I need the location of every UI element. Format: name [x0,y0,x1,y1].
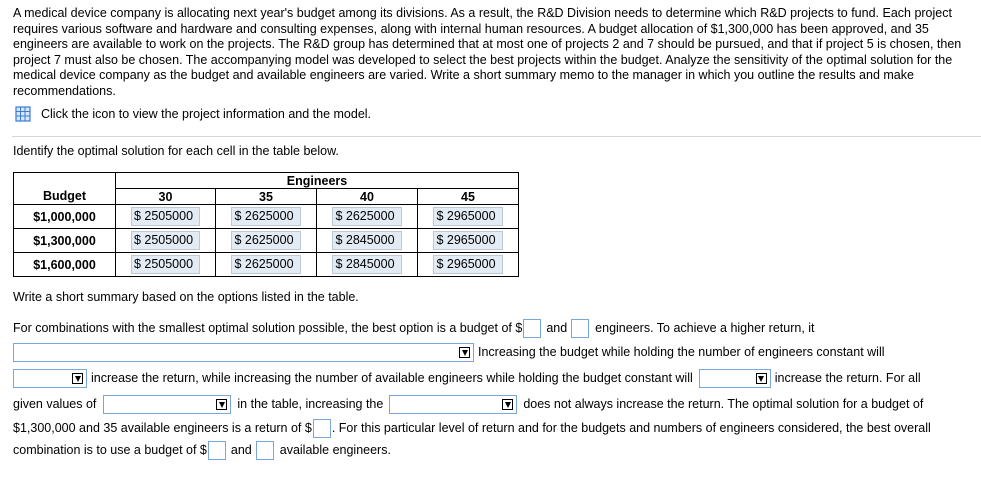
summary-text: engineers. To achieve a higher return, it [595,321,815,335]
project-info-link-text[interactable]: Click the icon to view the project information and the model. [41,107,372,121]
given-values-dropdown[interactable] [103,395,231,414]
answer-cell[interactable]: $ 2505000 [131,207,200,226]
summary-line-2 [13,343,885,362]
summary-instruction: Write a short summary based on the options listed in the table. [13,290,359,304]
summary-line-6 [13,441,391,460]
return-value-input[interactable] [313,419,331,438]
answer-cell[interactable]: $ 2505000 [131,255,200,274]
best-engineers-input[interactable] [256,441,274,460]
higher-return-dropdown[interactable] [13,343,474,362]
answer-cell[interactable]: $ 2625000 [231,231,300,250]
summary-text: available engineers. [279,443,391,457]
summary-text: increase the return, while increasing the number of available engineers while holding the budget constant will [91,371,693,385]
engineers-col-45: 45 [418,189,519,205]
chevron-down-icon[interactable] [216,399,227,410]
summary-text: does not always increase the return. The optimal solution for a budget of [523,397,924,411]
table-corner [14,173,116,189]
identify-instruction: Identify the optimal solution for each cell in the table below. [13,144,339,158]
budget-header: Budget [14,189,116,205]
engineers-effect-dropdown[interactable] [699,369,771,388]
table-grid-icon[interactable] [15,106,31,122]
engineers-col-40: 40 [317,189,418,205]
budget-row-label: $1,000,000 [14,205,116,229]
answer-cell[interactable]: $ 2625000 [332,207,401,226]
summary-line-4 [13,395,923,414]
section-divider [12,136,981,137]
optimal-solution-table [13,172,519,277]
chevron-down-icon[interactable] [459,347,470,358]
summary-text: and [230,443,252,457]
answer-cell[interactable]: $ 2505000 [131,231,200,250]
summary-text: . For this particular level of return and for the budgets and numbers of engineers considered, the best overall [331,421,931,435]
summary-text: combination is to use a budget of $ [13,443,207,457]
best-budget-input[interactable] [208,441,226,460]
answer-cell[interactable]: $ 2625000 [231,207,300,226]
answer-cell[interactable]: $ 2845000 [332,255,401,274]
summary-text: given values of [13,397,97,411]
chevron-down-icon[interactable] [72,373,83,384]
answer-cell[interactable]: $ 2625000 [231,255,300,274]
problem-statement: A medical device company is allocating next year's budget among its divisions. As a result, the R&D Division needs to determine which R&D projects to fund. Each project requires various software and hardware and consulting expenses, along with internal human resources. A budget allocation of $1,300,000 has been approved, and 35 engineers are available to work on the projects. The R&D group has determined that at most one of projects 2 and 7 should be pursued, and that if project 5 is chosen, then project 7 must also be chosen. The accompanying model was developed to select the best projects within the budget. Analyze the sensitivity of the optimal solution for the medical device company as the budget and available engineers are varied. Write a short summary memo to the manager in which you outline the results and make recommendations. [13,6,962,98]
table-row [14,253,519,277]
answer-cell[interactable]: $ 2965000 [433,255,502,274]
engineers-col-30: 30 [116,189,216,205]
budget-row-label: $1,600,000 [14,253,116,277]
answer-cell[interactable]: $ 2965000 [433,207,502,226]
summary-text: in the table, increasing the [237,397,384,411]
smallest-budget-input[interactable] [523,319,541,338]
budget-effect-dropdown[interactable] [13,369,87,388]
engineers-header: Engineers [116,173,519,189]
summary-text: $1,300,000 and 35 available engineers is a return of $ [13,421,312,435]
summary-text: increase the return. For all [774,371,921,385]
summary-text: Increasing the budget while holding the number of engineers constant will [478,345,885,359]
increasing-variable-dropdown[interactable] [389,395,517,414]
table-row [14,205,519,229]
answer-cell[interactable]: $ 2965000 [433,231,502,250]
engineers-col-35: 35 [216,189,317,205]
smallest-engineers-input[interactable] [571,319,589,338]
budget-row-label: $1,300,000 [14,229,116,253]
table-row [14,229,519,253]
summary-line-5 [13,419,931,438]
summary-line-1 [13,319,815,338]
summary-text: For combinations with the smallest optimal solution possible, the best option is a budget of $ [13,321,523,335]
summary-line-3 [13,369,921,388]
project-info-link[interactable] [15,106,371,122]
chevron-down-icon[interactable] [756,373,767,384]
answer-cell[interactable]: $ 2845000 [332,231,401,250]
chevron-down-icon[interactable] [502,399,513,410]
summary-text: and [546,321,568,335]
